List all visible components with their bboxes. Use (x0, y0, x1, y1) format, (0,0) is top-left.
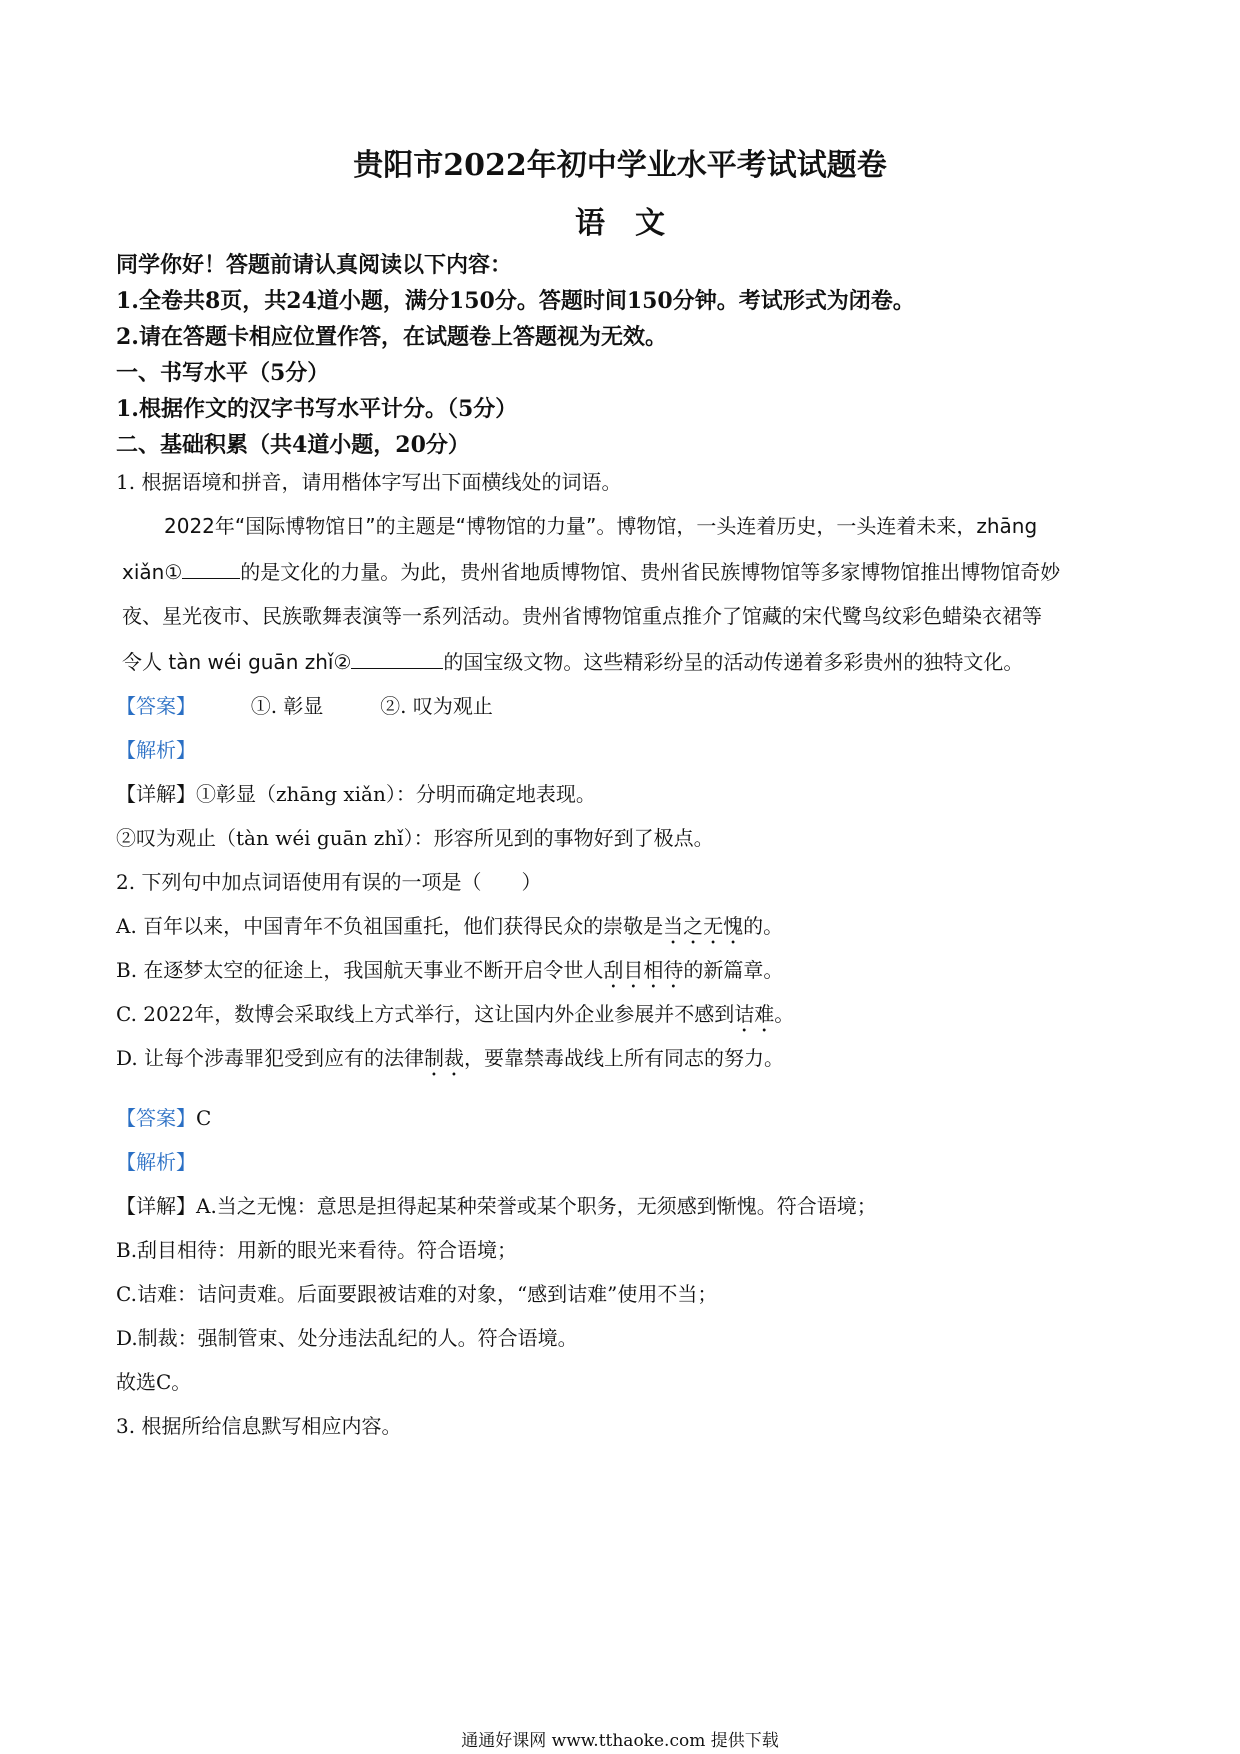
q1-answer-2: ②. 叹为观止 (380, 694, 493, 718)
q2-option-b (116, 954, 783, 993)
q2-option-a-dotted: 当之无愧 (663, 914, 744, 938)
q1-pinyin-2: 令人 tàn wéi guān zhǐ② (122, 650, 352, 674)
q1-answer-row (116, 690, 493, 719)
detail-tag: 【详解】 (116, 782, 196, 806)
q2-option-c-post: 。 (774, 1002, 795, 1026)
q2-option-d (116, 1042, 784, 1081)
q2-detail-d: D.制裁：强制管束、处分违法乱纪的人。符合语境。 (116, 1326, 578, 1350)
section-1-question: 1.根据作文的汉字书写水平计分。（5分） (116, 396, 518, 422)
q2-detail-b: B.刮目相待：用新的眼光来看待。符合语境； (116, 1238, 518, 1262)
notice-rule-2: 2.请在答题卡相应位置作答，在试题卷上答题视为无效。 (116, 324, 667, 350)
q1-detail-2: ②叹为观止（tàn wéi guān zhǐ）：形容所见到的事物好到了极点。 (116, 826, 714, 850)
page-footer: 通通好课网 www.tthaoke.com 提供下载 (461, 1731, 779, 1751)
section-2-heading: 二、基础积累（共4道小题，20分） (116, 432, 470, 458)
q2-detail-a-text: A.当之无愧：意思是担得起某种荣誉或某个职务，无须感到惭愧。符合语境； (196, 1194, 877, 1218)
subject-title: 语 文 (575, 206, 665, 241)
q1-passage-line-4-text: 的国宝级文物。这些精彩纷呈的活动传递着多彩贵州的独特文化。 (443, 650, 1024, 674)
q2-prompt: 2. 下列句中加点词语使用有误的一项是（ ） (116, 870, 542, 894)
q2-option-c (116, 998, 794, 1037)
q2-option-b-pre: B. 在逐梦太空的征途上，我国航天事业不断开启令世人 (116, 958, 604, 982)
q1-passage-line-1: 2022年“国际博物馆日”的主题是“博物馆的力量”。博物馆，一头连着历史，一头连着未来，zhāng (164, 514, 1038, 538)
q2-option-d-pre: D. 让每个涉毒罪犯受到应有的法律 (116, 1046, 425, 1070)
exam-title: 贵阳市2022年初中学业水平考试试题卷 (353, 148, 887, 183)
q2-detail-a (116, 1190, 877, 1219)
section-1-heading: 一、书写水平（5分） (116, 360, 330, 386)
detail-tag: 【详解】 (116, 1194, 196, 1218)
q1-passage-line-3: 夜、星光夜市、民族歌舞表演等一系列活动。贵州省博物馆重点推介了馆藏的宋代鹭鸟纹彩色蜡染衣裙等 (122, 604, 1042, 628)
q1-answer-1: ①. 彰显 (250, 694, 324, 718)
answer-tag: 【答案】 (116, 694, 196, 718)
q2-option-a (116, 910, 783, 949)
q2-option-d-post: ，要靠禁毒战线上所有同志的努力。 (464, 1046, 785, 1070)
q1-detail-1-text: ①彰显（zhāng xiǎn）：分明而确定地表现。 (196, 782, 596, 806)
q2-option-c-dotted: 诘难 (734, 1002, 775, 1026)
q3-prompt: 3. 根据所给信息默写相应内容。 (116, 1414, 402, 1438)
q1-passage-line-4 (122, 646, 1023, 675)
q1-analysis-tag: 【解析】 (116, 738, 196, 762)
notice-greeting: 同学你好！答题前请认真阅读以下内容： (116, 252, 513, 278)
q1-pinyin-1: xiǎn① (122, 560, 183, 584)
q2-option-c-pre: C. 2022年，数博会采取线上方式举行，这让国内外企业参展并不感到 (116, 1002, 735, 1026)
answer-blank-2 (351, 648, 443, 669)
q2-analysis-tag: 【解析】 (116, 1150, 196, 1174)
q2-conclusion: 故选C。 (116, 1370, 192, 1394)
q1-passage-line-2 (122, 556, 1060, 585)
q1-passage-line-2-text: 的是文化的力量。为此，贵州省地质博物馆、贵州省民族博物馆等多家博物馆推出博物馆奇妙 (240, 560, 1061, 584)
q2-answer: C (196, 1106, 212, 1130)
q2-option-d-dotted: 制裁 (424, 1046, 465, 1070)
q2-detail-c: C.诘难：诘问责难。后面要跟被诘难的对象，“感到诘难”使用不当； (116, 1282, 718, 1306)
answer-tag: 【答案】 (116, 1106, 196, 1130)
q1-detail-1 (116, 778, 596, 807)
q2-option-a-post: 的。 (743, 914, 784, 938)
q2-option-a-pre: A. 百年以来，中国青年不负祖国重托，他们获得民众的崇敬是 (116, 914, 664, 938)
answer-blank-1 (182, 558, 240, 579)
q2-answer-row (116, 1102, 211, 1131)
q1-prompt: 1. 根据语境和拼音，请用楷体字写出下面横线处的词语。 (116, 470, 622, 494)
q2-option-b-dotted: 刮目相待 (603, 958, 684, 982)
q2-option-b-post: 的新篇章。 (683, 958, 784, 982)
notice-rule-1: 1.全卷共8页，共24道小题，满分150分。答题时间150分钟。考试形式为闭卷。 (116, 288, 915, 314)
